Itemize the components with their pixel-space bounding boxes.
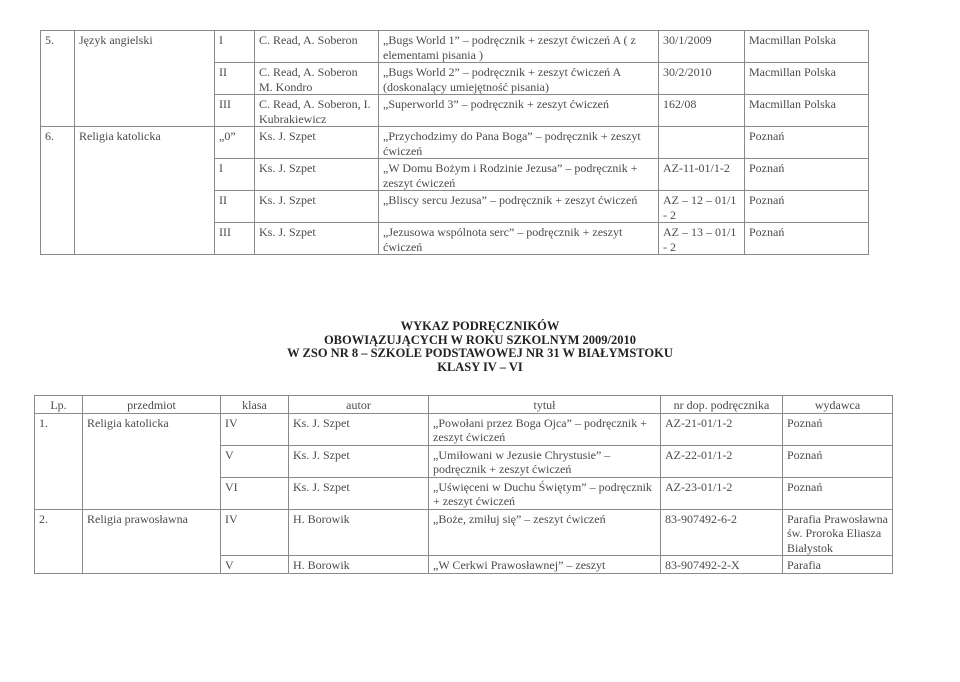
textbook-list-table xyxy=(34,395,893,574)
approval-number-cell: AZ – 12 – 01/1 - 2 xyxy=(659,191,745,223)
title-cell: „Bugs World 2” – podręcznik + zeszyt ćwiczeń A (doskonalący umiejętność pisania) xyxy=(379,63,659,95)
author-cell: Ks. J. Szpet xyxy=(255,127,379,159)
title-cell: „Umiłowani w Jezusie Chrystusie” – podręcznik + zeszyt ćwiczeń xyxy=(429,445,661,477)
author-cell: C. Read, A. Soberon M. Kondro xyxy=(255,63,379,95)
publisher-cell: Poznań xyxy=(745,127,869,159)
title-cell: „Bliscy sercu Jezusa” – podręcznik + zeszyt ćwiczeń xyxy=(379,191,659,223)
author-cell: C. Read, A. Soberon xyxy=(255,31,379,63)
author-cell: H. Borowik xyxy=(289,556,429,574)
class-cell: V xyxy=(221,445,289,477)
class-cell: III xyxy=(215,223,255,255)
previous-classes-table xyxy=(40,30,869,255)
table-row xyxy=(35,445,893,477)
header-publisher: wydawca xyxy=(783,396,893,414)
author-cell: Ks. J. Szpet xyxy=(289,477,429,509)
header-class: klasa xyxy=(221,396,289,414)
lp-cell xyxy=(35,445,83,477)
publisher-cell: Poznań xyxy=(783,413,893,445)
subject-cell xyxy=(75,223,215,255)
approval-number-cell: 30/1/2009 xyxy=(659,31,745,63)
header-title: tytuł xyxy=(429,396,661,414)
table-row xyxy=(41,223,869,255)
approval-number-cell: AZ – 13 – 01/1 - 2 xyxy=(659,223,745,255)
title-cell: „W Domu Bożym i Rodzinie Jezusa” – podręcznik + zeszyt ćwiczeń xyxy=(379,159,659,191)
publisher-cell: Poznań xyxy=(745,223,869,255)
class-cell: II xyxy=(215,63,255,95)
class-cell: „0” xyxy=(215,127,255,159)
class-cell: V xyxy=(221,556,289,574)
subject-cell: Język angielski xyxy=(75,31,215,63)
class-cell: IV xyxy=(221,509,289,556)
subject-cell xyxy=(83,445,221,477)
table-row xyxy=(41,63,869,95)
table-row xyxy=(35,556,893,574)
lp-cell xyxy=(41,223,75,255)
approval-number-cell: 83-907492-6-2 xyxy=(661,509,783,556)
author-cell: Ks. J. Szpet xyxy=(289,413,429,445)
approval-number-cell: 83-907492-2-X xyxy=(661,556,783,574)
title-cell: „Jezusowa wspólnota serc” – podręcznik + zeszyt ćwiczeń xyxy=(379,223,659,255)
author-cell: H. Borowik xyxy=(289,509,429,556)
title-cell: „Superworld 3” – podręcznik + zeszyt ćwiczeń xyxy=(379,95,659,127)
heading-line-4: KLASY IV – VI xyxy=(437,359,523,374)
author-cell: Ks. J. Szpet xyxy=(255,159,379,191)
heading-line-2: OBOWIĄZUJĄCYCH W ROKU SZKOLNYM 2009/2010 xyxy=(323,332,637,347)
class-cell: VI xyxy=(221,477,289,509)
heading-line-1: WYKAZ PODRĘCZNIKÓW xyxy=(400,319,560,333)
publisher-cell: Macmillan Polska xyxy=(745,63,869,95)
title-cell: „Uświęceni w Duchu Świętym” – podręcznik + zeszyt ćwiczeń xyxy=(429,477,661,509)
publisher-cell: Macmillan Polska xyxy=(745,95,869,127)
table-row xyxy=(35,477,893,509)
title-cell: „W Cerkwi Prawosławnej” – zeszyt xyxy=(429,556,661,574)
publisher-cell: Macmillan Polska xyxy=(745,31,869,63)
approval-number-cell: AZ-11-01/1-2 xyxy=(659,159,745,191)
publisher-cell: Poznań xyxy=(783,445,893,477)
table-row xyxy=(41,127,869,159)
lp-cell: 6. xyxy=(41,127,75,159)
approval-number-cell xyxy=(659,127,745,159)
heading-line-3: W ZSO NR 8 – SZKOLE PODSTAWOWEJ NR 31 W BIAŁYMSTOKU xyxy=(287,346,673,360)
publisher-cell: Parafia xyxy=(783,556,893,574)
publisher-cell: Parafia Prawosławna św. Proroka Eliasza Białystok xyxy=(783,509,893,556)
subject-cell: Religia katolicka xyxy=(75,127,215,159)
subject-cell: Religia katolicka xyxy=(83,413,221,445)
header-author: autor xyxy=(289,396,429,414)
header-lp: Lp. xyxy=(35,396,83,414)
approval-number-cell: 30/2/2010 xyxy=(659,63,745,95)
subject-cell xyxy=(83,477,221,509)
title-cell: „Boże, zmiłuj się” – zeszyt ćwiczeń xyxy=(429,509,661,556)
subject-cell xyxy=(75,95,215,127)
lp-cell xyxy=(41,159,75,191)
author-cell: Ks. J. Szpet xyxy=(255,191,379,223)
class-cell: I xyxy=(215,159,255,191)
table-header-row xyxy=(35,396,893,414)
title-cell: „Bugs World 1” – podręcznik + zeszyt ćwiczeń A ( z elementami pisania ) xyxy=(379,31,659,63)
publisher-cell: Poznań xyxy=(745,159,869,191)
title-cell: „Powołani przez Boga Ojca” – podręcznik + zeszyt ćwiczeń xyxy=(429,413,661,445)
class-cell: III xyxy=(215,95,255,127)
subject-cell xyxy=(75,63,215,95)
author-cell: Ks. J. Szpet xyxy=(255,223,379,255)
lp-cell: 5. xyxy=(41,31,75,63)
table-row xyxy=(41,95,869,127)
table-row xyxy=(35,509,893,556)
subject-cell xyxy=(75,159,215,191)
lp-cell xyxy=(41,63,75,95)
lp-cell xyxy=(41,95,75,127)
class-cell: II xyxy=(215,191,255,223)
header-subject: przedmiot xyxy=(83,396,221,414)
lp-cell: 1. xyxy=(35,413,83,445)
approval-number-cell: 162/08 xyxy=(659,95,745,127)
author-cell: Ks. J. Szpet xyxy=(289,445,429,477)
publisher-cell: Poznań xyxy=(745,191,869,223)
lp-cell: 2. xyxy=(35,509,83,556)
lp-cell xyxy=(35,556,83,574)
table-row xyxy=(41,31,869,63)
publisher-cell: Poznań xyxy=(783,477,893,509)
header-approval-number: nr dop. podręcznika xyxy=(661,396,783,414)
approval-number-cell: AZ-23-01/1-2 xyxy=(661,477,783,509)
title-cell: „Przychodzimy do Pana Boga” – podręcznik + zeszyt ćwiczeń xyxy=(379,127,659,159)
subject-cell xyxy=(83,556,221,574)
lp-cell xyxy=(41,191,75,223)
document-heading xyxy=(180,320,780,374)
lp-cell xyxy=(35,477,83,509)
approval-number-cell: AZ-22-01/1-2 xyxy=(661,445,783,477)
table-row xyxy=(35,413,893,445)
table-row xyxy=(41,191,869,223)
author-cell: C. Read, A. Soberon, I. Kubrakiewicz xyxy=(255,95,379,127)
subject-cell: Religia prawosławna xyxy=(83,509,221,556)
approval-number-cell: AZ-21-01/1-2 xyxy=(661,413,783,445)
subject-cell xyxy=(75,191,215,223)
class-cell: IV xyxy=(221,413,289,445)
table-row xyxy=(41,159,869,191)
class-cell: I xyxy=(215,31,255,63)
